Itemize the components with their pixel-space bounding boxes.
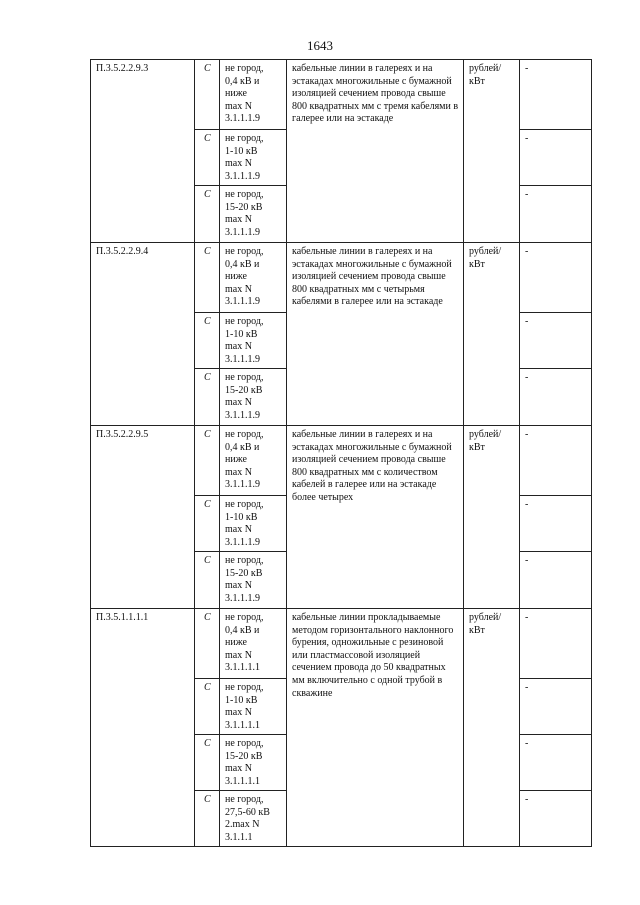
condition-line: не город, <box>225 429 264 440</box>
value-cell: - <box>520 679 592 735</box>
condition-cell <box>220 679 287 735</box>
condition-cell <box>220 609 287 679</box>
description-cell: кабельные линии в галереях и на эстакадах многожильные с бумажной изоляцией сечением провода свыше 800 квадратных мм с тремя кабелями в галерее или на эстакаде <box>287 60 464 243</box>
description-cell: кабельные линии прокладываемые методом горизонтального наклонного бурения, одножильные с резиновой или пластмассовой изоляцией сечением провода до 50 квадратных мм включительно с одной трубой в скважине <box>287 609 464 847</box>
category-cell: С <box>195 496 220 552</box>
condition-line: не город, <box>225 682 264 693</box>
condition-line: max N <box>225 397 252 409</box>
value-cell: - <box>520 791 592 847</box>
description-cell: кабельные линии в галереях и на эстакадах многожильные с бумажной изоляцией сечением провода свыше 800 квадратных мм с количеством кабелей в галерее или на эстакаде более четырех <box>287 426 464 609</box>
condition-line: 3.1.1.1.9 <box>225 592 260 604</box>
condition-line: 3.1.1.1.9 <box>225 226 260 238</box>
condition-line: не город, <box>225 555 264 566</box>
condition-line: 3.1.1.1.1 <box>225 775 260 787</box>
condition-line: max N <box>225 341 252 353</box>
condition-line: 3.1.1.1.9 <box>225 170 260 182</box>
category-cell: С <box>195 679 220 735</box>
category-cell: С <box>195 735 220 791</box>
category-cell: С <box>195 791 220 847</box>
condition-cell <box>220 735 287 791</box>
condition-cell <box>220 186 287 243</box>
condition-line: 3.1.1.1.1 <box>225 719 260 731</box>
value-cell: - <box>520 313 592 369</box>
condition-cell <box>220 313 287 369</box>
unit-cell: рублей/ кВт <box>464 426 520 609</box>
condition-line: max N <box>225 524 252 536</box>
value-cell: - <box>520 369 592 426</box>
condition-line: не город, <box>225 372 264 383</box>
condition-line: 15-20 кВ <box>225 201 263 213</box>
value-cell: - <box>520 496 592 552</box>
item-code: П.3.5.2.2.9.5 <box>91 426 195 609</box>
page-number: 1643 <box>307 38 333 53</box>
category-cell: С <box>195 243 220 313</box>
condition-line: max N <box>225 707 252 719</box>
condition-line: 1-10 кВ <box>225 328 258 340</box>
item-code: П.3.5.2.2.9.3 <box>91 60 195 243</box>
category-cell: С <box>195 426 220 496</box>
value-cell: - <box>520 735 592 791</box>
condition-line: max N <box>225 214 252 226</box>
table-row <box>91 609 592 679</box>
condition-line: 1-10 кВ <box>225 145 258 157</box>
category-cell: С <box>195 186 220 243</box>
condition-line: 3.1.1.1.9 <box>225 296 260 308</box>
condition-cell <box>220 496 287 552</box>
condition-line: 3.1.1.1.9 <box>225 409 260 421</box>
condition-line: 0,4 кВ и <box>225 75 260 87</box>
condition-line: 15-20 кВ <box>225 567 263 579</box>
condition-line: не город, <box>225 499 264 510</box>
table-row <box>91 60 592 130</box>
category-cell: С <box>195 552 220 609</box>
value-cell: - <box>520 426 592 496</box>
tariff-table <box>90 59 592 847</box>
condition-cell <box>220 243 287 313</box>
condition-line: не город, <box>225 738 264 749</box>
condition-cell <box>220 60 287 130</box>
condition-line: 3.1.1.1.9 <box>225 113 260 125</box>
category-cell: С <box>195 609 220 679</box>
condition-line: не город, <box>225 189 264 200</box>
value-cell: - <box>520 60 592 130</box>
condition-line: max N <box>225 100 252 112</box>
condition-cell <box>220 791 287 847</box>
table-row <box>91 426 592 496</box>
condition-line: max N <box>225 158 252 170</box>
condition-line: max N <box>225 763 252 775</box>
condition-line: max N <box>225 580 252 592</box>
value-cell: - <box>520 609 592 679</box>
condition-line: 3.1.1.1.9 <box>225 353 260 365</box>
condition-line: не город, <box>225 316 264 327</box>
unit-cell: рублей/ кВт <box>464 243 520 426</box>
category-cell: С <box>195 130 220 186</box>
condition-cell <box>220 130 287 186</box>
condition-cell <box>220 426 287 496</box>
condition-line: не город, <box>225 133 264 144</box>
condition-line: 3.1.1.1 <box>225 831 253 843</box>
unit-cell: рублей/ кВт <box>464 60 520 243</box>
value-cell: - <box>520 186 592 243</box>
unit-cell: рублей/ кВт <box>464 609 520 847</box>
condition-line: ниже <box>225 454 247 466</box>
condition-cell <box>220 552 287 609</box>
condition-line: ниже <box>225 88 247 100</box>
condition-line: 27,5-60 кВ <box>225 806 270 818</box>
condition-line: 3.1.1.1.9 <box>225 479 260 491</box>
item-code: П.3.5.1.1.1.1 <box>91 609 195 847</box>
condition-line: 0,4 кВ и <box>225 624 260 636</box>
condition-line: ниже <box>225 271 247 283</box>
condition-line: не город, <box>225 794 264 805</box>
condition-line: 3.1.1.1.9 <box>225 536 260 548</box>
condition-line: не город, <box>225 246 264 257</box>
condition-line: 15-20 кВ <box>225 384 263 396</box>
condition-line: 3.1.1.1.1 <box>225 662 260 674</box>
condition-line: max N <box>225 466 252 478</box>
condition-line: max N <box>225 283 252 295</box>
condition-line: ниже <box>225 637 247 649</box>
value-cell: - <box>520 243 592 313</box>
value-cell: - <box>520 130 592 186</box>
condition-line: 2.max N <box>225 819 260 831</box>
condition-line: 0,4 кВ и <box>225 258 260 270</box>
value-cell: - <box>520 552 592 609</box>
condition-line: 1-10 кВ <box>225 511 258 523</box>
condition-line: не город, <box>225 612 264 623</box>
description-cell: кабельные линии в галереях и на эстакадах многожильные с бумажной изоляцией сечением провода свыше 800 квадратных мм с четырьмя кабелями в галерее или на эстакаде <box>287 243 464 426</box>
condition-line: max N <box>225 649 252 661</box>
category-cell: С <box>195 369 220 426</box>
condition-line: не город, <box>225 63 264 74</box>
table-row <box>91 243 592 313</box>
condition-cell <box>220 369 287 426</box>
category-cell: С <box>195 60 220 130</box>
item-code: П.3.5.2.2.9.4 <box>91 243 195 426</box>
category-cell: С <box>195 313 220 369</box>
condition-line: 1-10 кВ <box>225 694 258 706</box>
condition-line: 15-20 кВ <box>225 750 263 762</box>
condition-line: 0,4 кВ и <box>225 441 260 453</box>
